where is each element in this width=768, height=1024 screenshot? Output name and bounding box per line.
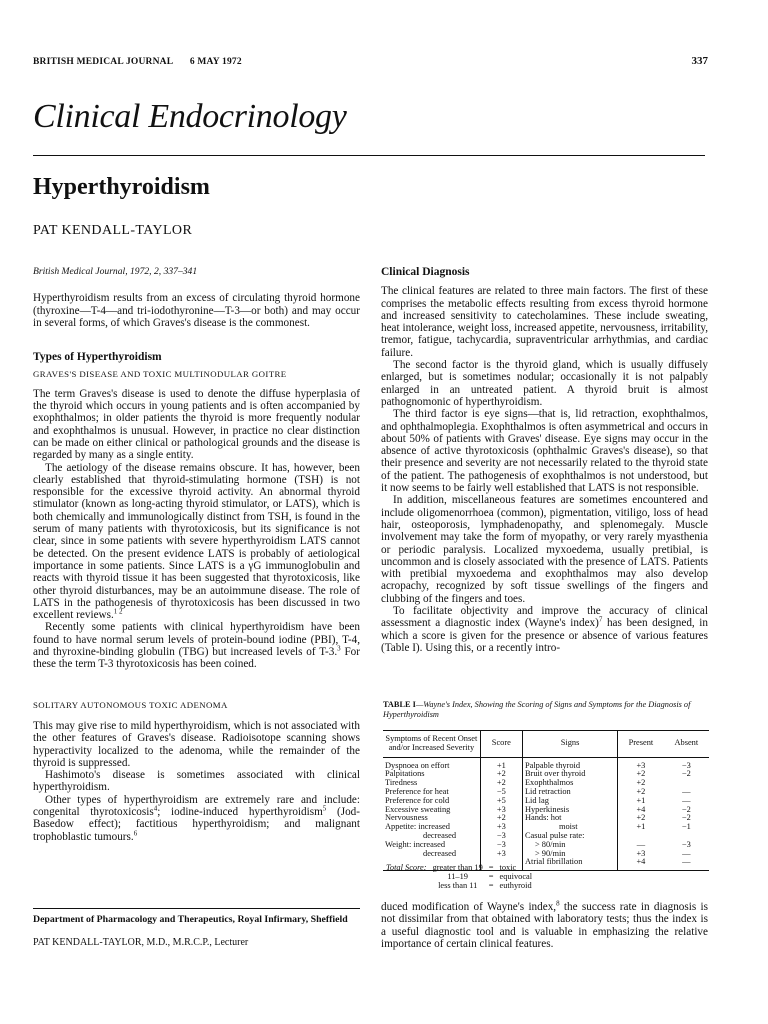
reference-marker: 3 (337, 644, 341, 653)
present-cell: +4 (618, 858, 664, 870)
absent-cell: −2 (681, 804, 691, 814)
graves-subheading: GRAVES'S DISEASE AND TOXIC MULTINODULAR GOITRE (33, 369, 287, 380)
sign-cell: > 80/min (522, 841, 617, 850)
total-score-equals: = (488, 871, 494, 881)
graves-paragraph-2 (33, 462, 360, 622)
diagnosis-paragraph-3: The third factor is eye signs—that is, lid retraction, exophthalmos, and ophthalmoplegia. Exophthalmos is often asymmetrical and occurs in about 50% of patients with Graves' disease. Eye signs may occur in the absence of active thyrotoxicosis (ophthalmic Graves's disease), so that their presence and severity are not necessarily related to the thyroid state of the patient. The pathogenesis of exophthalmos is not understood, but it now seems to be fairly well established that LATS is not responsible. (381, 408, 708, 495)
present-cell: +2 (618, 770, 664, 779)
column-header-score: Score (480, 731, 522, 758)
reference-marker: 5 (322, 804, 327, 813)
score-cell: +5 (480, 797, 522, 806)
issue-date: 6 MAY 1972 (189, 57, 242, 67)
score-cell: +1 (480, 757, 522, 770)
total-score-row (383, 882, 535, 891)
absent-cell: −2 (681, 813, 691, 823)
graves-paragraph-3 (33, 621, 360, 670)
score-cell: +2 (480, 814, 522, 823)
author-credentials: PAT KENDALL-TAYLOR, M.D., M.R.C.P., Lecturer (33, 937, 249, 948)
graves-paragraph-2-text: The aetiology of the disease remains obscure. It has, however, been clearly established that thyroid-stimulating hormone (TSH) is not responsible for the excessive thyroid activity. An abnormal thyroid stimulator (known as long-acting thyroid stimulator, or LATS), which is both chemically and immunologically distinct from TSH, is found in the serum of many patients with thyrotoxicosis, but its significance is not clear, since in some patients with severe hyperthyroidism LATS cannot be detected. On the present evidence LATS is probably of aetiological importance in some patients. Since LATS is a γG immunoglobulin and reacts with thyroid tissue it has been suggested that thyrotoxicosis, like other thyroid disturbances, may be an autoimmune disease. The role of LATS in the pathogenesis of thyrotoxicosis has been discussed in two excellent reviews. (33, 461, 360, 622)
total-score-key (383, 864, 535, 890)
sign-cell: Lid retraction (522, 788, 617, 797)
present-cell: +3 (618, 757, 664, 770)
symptom-cell: Dyspnoea on effort (385, 760, 450, 770)
absent-cell: — (682, 786, 691, 796)
total-score-range: 11–19 (447, 871, 468, 881)
sign-cell: Hyperkinesis (522, 806, 617, 815)
diagnosis-paragraph-4: In addition, miscellaneous features are sometimes encountered and include oligomenorrhoea (common), pigmentation, vitiligo, loss of head hair, osteoporosis, lymphadenopathy, and splenomegaly. Muscle involvement may take the form of myopathy, or very rarely myasthenia or periodic paralysis. Localized myxoedema, usually pretibial, is uncommon and is closely associated with the presence of LATS. Patients with pretibial myxoedema and exophthalmos may also develop acropachy, recognized by soft tissue swellings of the fingers and clubbing of the fingers and toes. (381, 494, 708, 605)
sign-cell: Atrial fibrillation (522, 858, 617, 870)
column-header-absent: Absent (664, 731, 709, 758)
adenoma-paragraph-1: This may give rise to mild hyperthyroidism, which is not associated with the other features of Graves's disease. Radioisotope scanning shows hyperactivity localized to the adenoma, while the remainder of the thyroid is suppressed. (33, 719, 360, 769)
score-cell: −3 (480, 841, 522, 850)
diagnosis-paragraph-1: The clinical features are related to three main factors. The first of these comprises the metabolic effects resulting from excess thyroid hormone and increased sensitivity to catecholamines. These include sweating, heat intolerance, weight loss, increased appetite, nervousness, irritability, tremor, fatigue, tachycardia, supraventricular arrhythmias, and cardiac failure. (381, 285, 708, 359)
table-row (383, 757, 709, 770)
adenoma-paragraph-2: Hashimoto's disease is sometimes associated with clinical hyperthyroidism. (33, 769, 360, 794)
reference-marker: 1 2 (113, 607, 123, 616)
absent-cell: — (682, 795, 691, 805)
diagnosis-paragraph-5-text-a: To facilitate objectivity and improve the accuracy of clinical assessment a diagnostic index (Wayne's index) (381, 605, 708, 630)
waynes-index-table (383, 730, 709, 871)
right-column-continuation (381, 901, 708, 950)
types-heading: Types of Hyperthyroidism (33, 351, 162, 364)
absent-cell: −1 (681, 822, 691, 832)
sign-cell: Casual pulse rate: (522, 832, 617, 841)
absent-cell: −2 (681, 769, 691, 779)
score-cell: +2 (480, 779, 522, 788)
sign-cell: Bruit over thyroid (522, 770, 617, 779)
absent-cell: −3 (681, 839, 691, 849)
adenoma-paragraph-3-text-a: Other types of hyperthyroidism are extremely rare and include: congenital thyrotoxicosis (33, 793, 360, 818)
running-header (33, 57, 256, 67)
department-affiliation: Department of Pharmacology and Therapeutics, Royal Infirmary, Sheffield (33, 914, 348, 925)
symptom-cell: Nervousness (385, 813, 428, 823)
symptom-cell: Appetite: increased (385, 822, 450, 832)
column-header-signs: Signs (522, 731, 617, 758)
absent-cell: — (682, 848, 691, 858)
sign-cell: Lid lag (522, 797, 617, 806)
present-cell: +4 (618, 806, 664, 815)
reference-marker: 6 (133, 828, 138, 837)
total-score-equals: = (488, 863, 494, 872)
total-score-range: greater than 19 (432, 863, 483, 872)
left-column (33, 266, 360, 843)
symptom-cell: decreased (423, 848, 457, 858)
journal-name: BRITISH MEDICAL JOURNAL (33, 57, 174, 67)
article-title: Hyperthyroidism (33, 174, 210, 200)
diagnosis-paragraph-2: The second factor is the thyroid gland, which is usually diffusely enlarged, but is sometimes nodular; occasionally it is not palpably enlarged in an untreated patient. A thyroid bruit is almost pathognomonic of hyperthyroidism. (381, 359, 708, 408)
diagnosis-paragraph-6 (381, 901, 708, 950)
total-score-result: toxic (499, 863, 517, 872)
graves-paragraph-1: The term Graves's disease is used to denote the diffuse hyperplasia of the thyroid which occurs in young patients and is often accompanied by exophthalmos; in older patients the thyroid is more frequently nodular and exophthalmos is unusual. However, in practice no clear distinction can be made on either clinical or pathological grounds and the disease is regarded by many as a single entity. (33, 387, 360, 462)
page-number: 337 (691, 55, 708, 67)
table-caption-label: TABLE I (383, 700, 416, 709)
total-score-label (383, 873, 430, 882)
total-score-result: euthyroid (499, 880, 532, 890)
adenoma-paragraph-3-text-c: (Jod-Basedow effect); factitious hyperthyroidism; and malignant trophoblastic tumours. (33, 805, 360, 843)
present-cell: +2 (618, 779, 664, 788)
reference-marker: 7 (598, 615, 603, 624)
sign-cell: Exophthalmos (522, 779, 617, 788)
adenoma-subheading: SOLITARY AUTONOMOUS TOXIC ADENOMA (33, 699, 228, 710)
citation: British Medical Journal, 1972, 2, 337–341 (33, 266, 198, 277)
column-header-present: Present (618, 731, 664, 758)
sign-cell: Hands: hot (522, 814, 617, 823)
absent-cell: — (664, 858, 709, 870)
score-cell: +3 (480, 806, 522, 815)
total-score-equals: = (488, 880, 494, 890)
diagnosis-paragraph-6-text-a: duced modification of Wayne's index, (381, 901, 557, 913)
abstract: Hyperthyroidism results from an excess of circulating thyroid hormone (thyroxine—T-4—and tri-iodothyronine—T-3—or both) and may occur in several forms, of which Graves's disease is the commonest. (33, 292, 360, 329)
present-cell: +1 (618, 823, 664, 832)
footnote-rule (33, 908, 360, 909)
graves-paragraph-3-text-a: Recently some patients with clinical hyperthyroidism have been found to have normal serum levels of protein-bound iodine (PBI), T-4, and thyroxine-binding globulin (TBG) but increased levels of T-3. (33, 621, 360, 659)
score-cell: +3 (480, 850, 522, 859)
table-body (383, 757, 709, 871)
present-cell: +2 (618, 788, 664, 797)
present-cell: +3 (618, 850, 664, 859)
sign-cell: Palpable thyroid (522, 757, 617, 770)
symptom-cell: Excessive sweating (385, 804, 451, 814)
total-score-range: less than 11 (438, 880, 478, 890)
article-author: PAT KENDALL-TAYLOR (33, 223, 193, 238)
present-cell: — (618, 841, 664, 850)
symptom-cell: Preference for heat (385, 786, 449, 796)
column-header-symptoms: Symptoms of Recent Onset and/or Increased Severity (383, 731, 480, 758)
table-caption-text: —Wayne's Index, Showing the Scoring of Signs and Symptoms for the Diagnosis of Hyperthyroidism (383, 700, 691, 719)
absent-cell: −3 (681, 760, 691, 770)
total-score-label (383, 882, 430, 891)
symptom-cell: decreased (423, 830, 457, 840)
sign-cell: moist (522, 823, 617, 832)
score-cell: −3 (480, 832, 522, 841)
symptom-cell: Tiredness (385, 778, 418, 788)
present-cell: +1 (618, 797, 664, 806)
reference-marker: 8 (556, 899, 560, 908)
section-title: Clinical Endocrinology (33, 98, 347, 135)
table-caption (383, 700, 709, 719)
score-cell: +2 (480, 770, 522, 779)
symptom-cell: Weight: increased (385, 839, 446, 849)
symptom-cell: Preference for cold (385, 795, 450, 805)
right-column (381, 266, 708, 654)
diagnosis-paragraph-5-text-b: has been designed, in which a score is given for the presence or absence of various features (Table I). Using this, or a recently intro- (381, 617, 708, 654)
score-cell: +3 (480, 823, 522, 832)
diagnosis-paragraph-6-text-b: the success rate in diagnosis is not dissimilar from that obtained with laboratory tests; thus the index is a useful diagnostic tool and is valuable in emphasizing the relative importance of certain clinical features. (381, 901, 708, 950)
score-cell: −5 (480, 788, 522, 797)
graves-paragraph-3-text-b: For these the term T-3 thyrotoxicosis has been coined. (33, 646, 360, 671)
sign-cell: > 90/min (522, 850, 617, 859)
section-rule (33, 155, 705, 156)
total-score-label: Total Score: (386, 863, 427, 872)
symptom-cell: Palpitations (385, 769, 425, 779)
total-score-result: equivocal (499, 871, 533, 881)
adenoma-paragraph-3-text-b: ; iodine-induced hyperthyroidism (157, 805, 323, 818)
diagnosis-paragraph-5 (381, 605, 708, 654)
reference-marker: 4 (153, 804, 158, 813)
diagnosis-heading: Clinical Diagnosis (381, 266, 470, 278)
adenoma-paragraph-3 (33, 794, 360, 843)
present-cell: +2 (618, 814, 664, 823)
table-header-row (383, 731, 709, 758)
